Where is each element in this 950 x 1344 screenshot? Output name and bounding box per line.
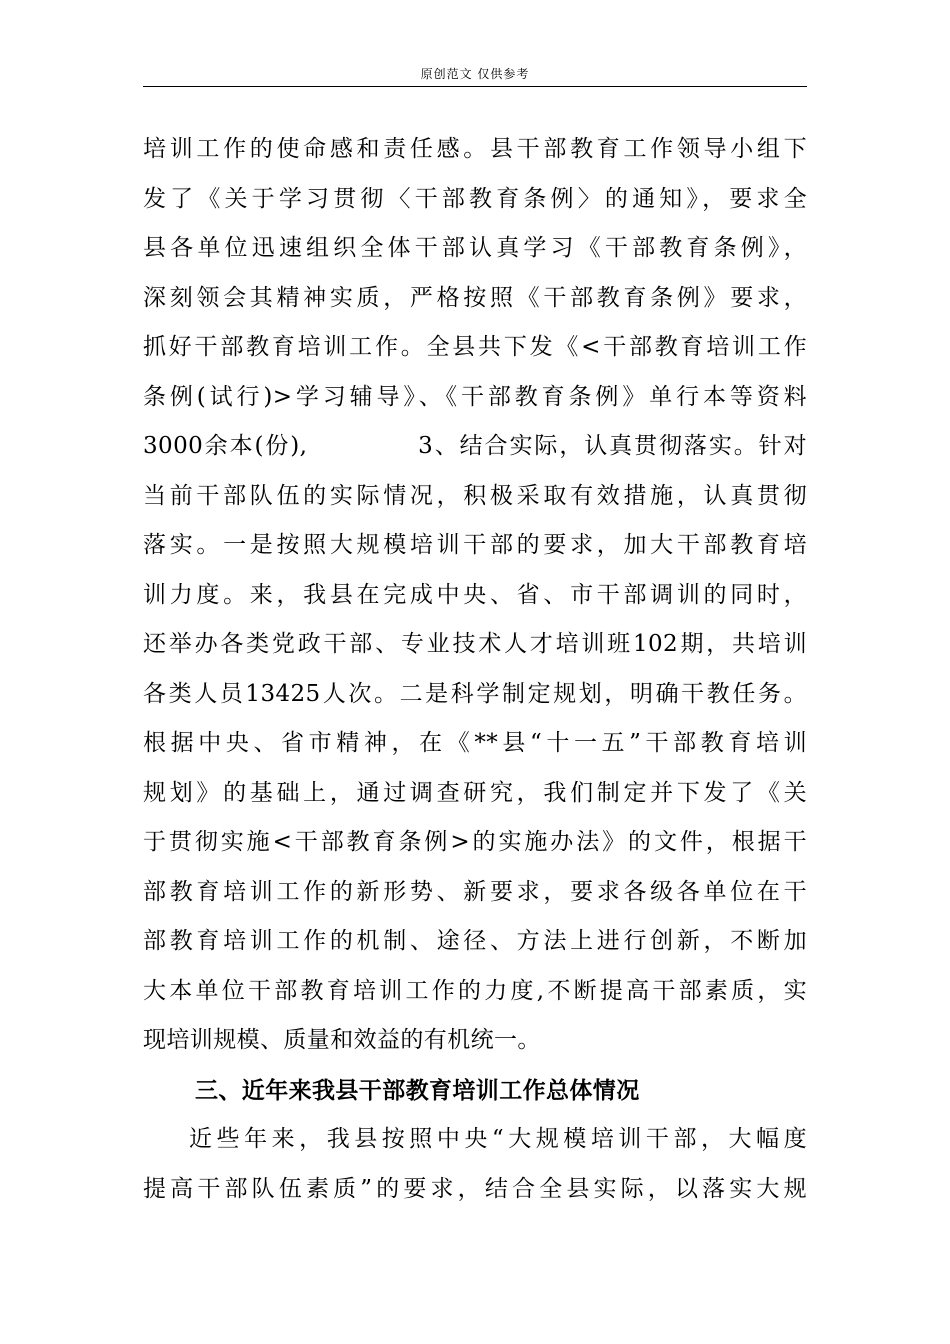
text-line: 还举办各类党政干部、专业技术人才培训班102期，共培训 — [143, 631, 807, 657]
section-heading: 三、近年来我县干部教育培训工作总体情况 — [195, 1076, 640, 1104]
text-line: 县各单位迅速组织全体干部认真学习《干部教育条例》， — [143, 235, 807, 261]
text-line: 部教育培训工作的机制、途径、方法上进行创新，不断加 — [143, 928, 807, 954]
text-line: 根据中央、省市精神，在《**县“十一五”干部教育培训 — [143, 730, 807, 756]
document-body — [143, 125, 807, 1214]
text-line: 落实。一是按照大规模培训干部的要求，加大干部教育培 — [143, 532, 807, 558]
text-line: 当前干部队伍的实际情况，积极采取有效措施，认真贯彻 — [143, 482, 807, 509]
text-line: 近些年来，我县按照中央“大规模培训干部，大幅度 — [189, 1126, 807, 1152]
text-line: 提高干部队伍素质”的要求，结合全县实际，以落实大规 — [143, 1175, 807, 1202]
text-line: 发了《关于学习贯彻〈干部教育条例〉的通知》，要求全 — [143, 185, 807, 212]
header-rule — [143, 86, 807, 87]
text-line: 抓好干部教育培训工作。全县共下发《<干部教育培训工作 — [143, 334, 807, 360]
text-line: 规划》的基础上，通过调查研究，我们制定并下发了《关 — [143, 779, 807, 806]
text-line: 部教育培训工作的新形势、新要求，要求各级各单位在干 — [143, 878, 807, 905]
text-line: 于贯彻实施<干部教育条例>的实施办法》的文件，根据干 — [143, 829, 807, 855]
text-line: 训力度。来，我县在完成中央、省、市干部调训的同时， — [143, 581, 807, 608]
text-line: 深刻领会其精神实质，严格按照《干部教育条例》要求， — [143, 284, 807, 311]
text-line: 3000余本(份), 3、结合实际，认真贯彻落实。针对 — [143, 433, 807, 459]
text-line: 条例(试行)>学习辅导》、《干部教育条例》单行本等资料 — [143, 383, 807, 410]
page-header: 原创范文 仅供参考 — [420, 67, 530, 81]
text-line: 培训工作的使命感和责任感。县干部教育工作领导小组下 — [143, 136, 807, 162]
text-line: 现培训规模、质量和效益的有机统一。 — [143, 1027, 541, 1053]
text-line: 大本单位干部教育培训工作的力度,不断提高干部素质，实 — [143, 977, 807, 1004]
text-line: 各类人员13425人次。二是科学制定规划，明确干教任务。 — [143, 680, 807, 707]
